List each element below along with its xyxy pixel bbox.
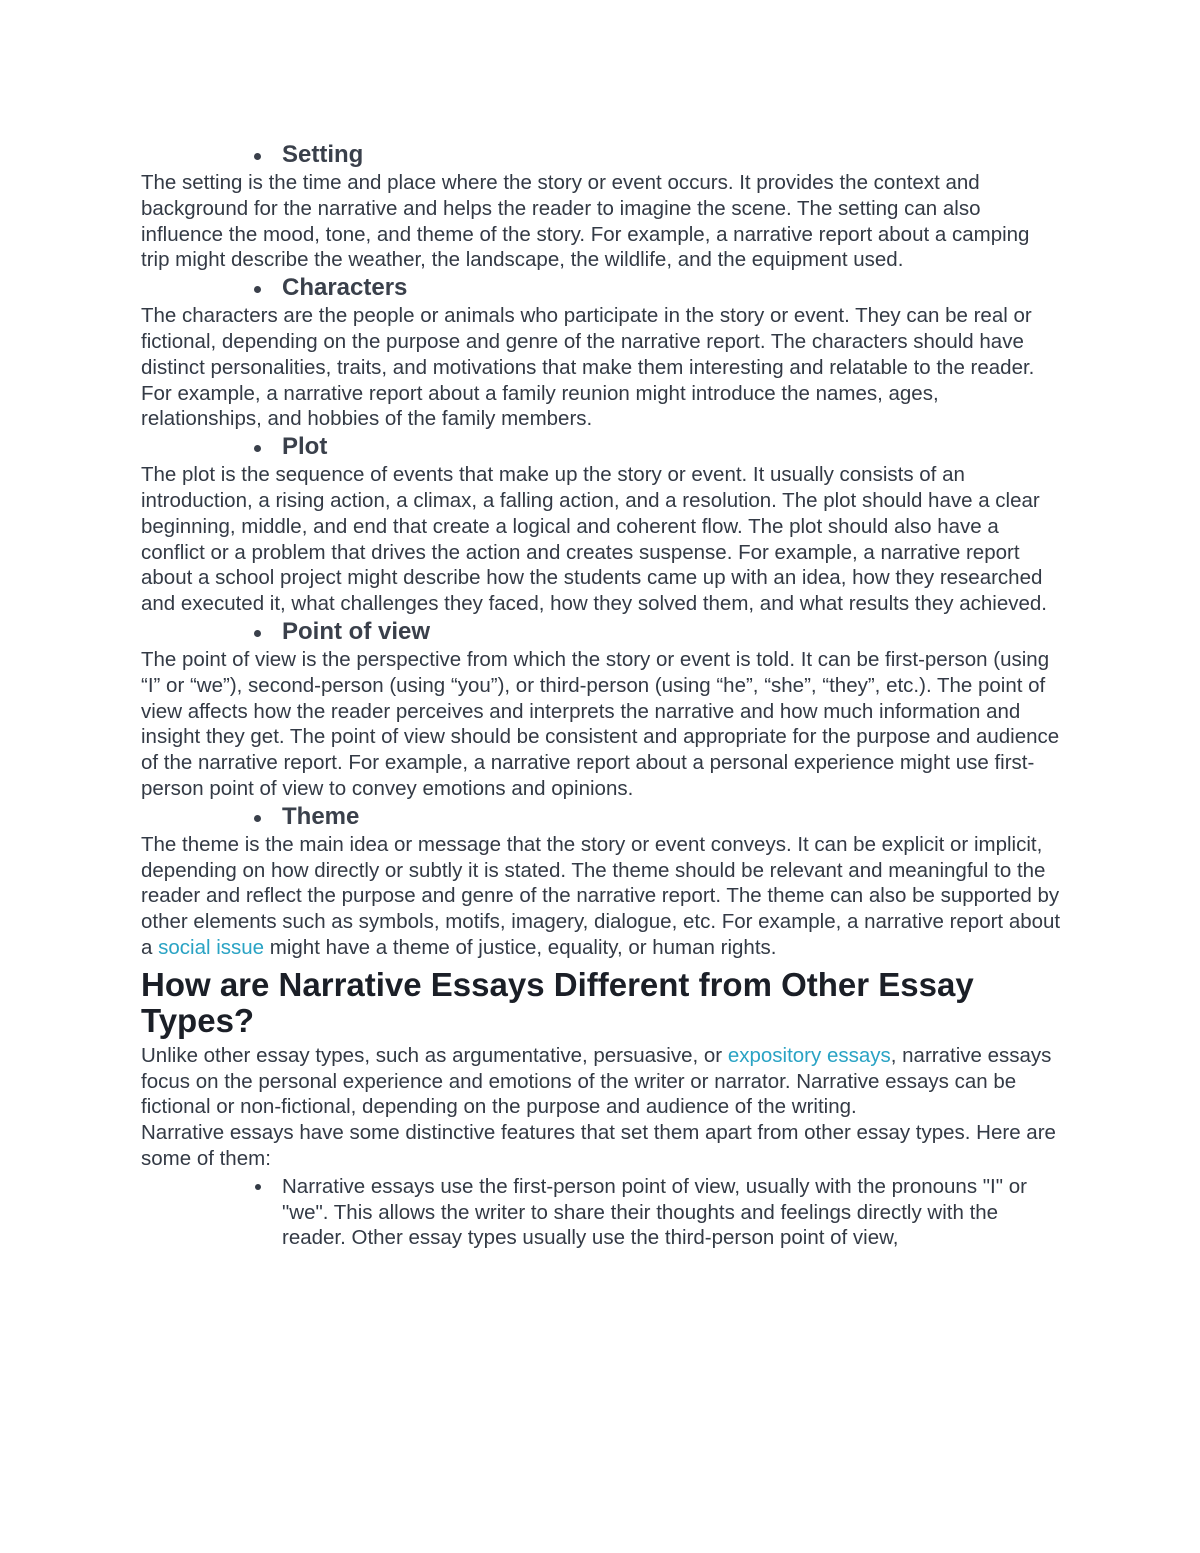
bullet-icon <box>254 630 261 637</box>
theme-text-after: might have a theme of justice, equality, or human rights. <box>264 935 777 959</box>
heading-theme-label: Theme <box>282 802 360 830</box>
paragraph-essay-features: Narrative essays have some distinctive features that set them apart from other essay types. Here are some of them: <box>141 1121 1056 1170</box>
bullet-icon <box>255 1184 261 1190</box>
essay-intro-before: Unlike other essay types, such as argumentative, persuasive, or <box>141 1043 728 1067</box>
essay-intro-after: , narrative essays focus on the personal experience and emotions of the writer or narrator. Narrative essays can be fictional or non-fictional, depending on the purpose and audience of the writing. <box>141 1043 1052 1119</box>
heading-setting-label: Setting <box>282 141 364 168</box>
theme-text-before: The theme is the main idea or message that the story or event conveys. It can be explicit or implicit, depending on how directly or subtly it is stated. The theme should be relevant and meaningful to the reader and reflect the purpose and genre of the narrative report. The theme can also be supported by other elements such as symbols, motifs, imagery, dialogue, etc. For example, a narrative report about a <box>141 832 1061 959</box>
section-heading: How are Narrative Essays Different from Other Essay Types? <box>141 965 974 1039</box>
list-item <box>141 1174 1061 1251</box>
bullet-icon <box>254 286 261 293</box>
heading-characters <box>141 273 1061 303</box>
heading-point-of-view-label: Point of view <box>282 617 431 645</box>
paragraph-essay-intro <box>141 1043 1061 1120</box>
paragraph-plot: The plot is the sequence of events that make up the story or event. It usually consists of an introduction, a rising action, a climax, a falling action, and a resolution. The plot should have a clear beginning, middle, and end that create a logical and coherent flow. The plot should also have a conflict or a problem that drives the action and creates suspense. For example, a narrative report about a school project might describe how the students came up with an idea, how they researched and executed it, what challenges they faced, how they solved them, and what results they achieved. <box>141 463 1047 616</box>
heading-theme <box>141 802 1061 832</box>
heading-characters-label: Characters <box>282 274 408 302</box>
bullet-icon <box>254 815 261 822</box>
bullet-icon <box>254 153 261 160</box>
paragraph-setting: The setting is the time and place where the story or event occurs. It provides the context and background for the narrative and helps the reader to imagine the scene. The setting can also influence the mood, tone, and theme of the story. For example, a narrative report about a camping trip might describe the weather, the landscape, the wildlife, and the equipment used. <box>141 171 1030 272</box>
heading-setting <box>141 140 1061 170</box>
heading-plot-label: Plot <box>282 433 328 461</box>
paragraph-characters: The characters are the people or animals who participate in the story or event. They can be real or fictional, depending on the purpose and genre of the narrative report. The characters should have distinct personalities, traits, and motivations that make them interesting and relatable to the reader. For example, a narrative report about a family reunion might introduce the names, ages, relationships, and hobbies of the family members. <box>141 304 1035 431</box>
bullet-icon <box>254 445 261 452</box>
heading-plot <box>141 432 1061 462</box>
list-item-text: Narrative essays use the first-person point of view, usually with the pronouns "I" or "we". This allows the writer to share their thoughts and feelings directly with the reader. Other essay types usually use the third-person point of view, <box>282 1174 1027 1250</box>
paragraph-theme <box>141 832 1061 961</box>
paragraph-point-of-view: The point of view is the perspective from which the story or event is told. It can be first-person (using “I” or “we”), second-person (using “you”), or third-person (using “he”, “she”, “they”, etc.). The point of view affects how the reader perceives and interprets the narrative and how much information and insight they get. The point of view should be consistent and appropriate for the purpose and audience of the narrative report. For example, a narrative report about a personal experience might use first-person point of view to convey emotions and opinions. <box>141 647 1060 800</box>
heading-point-of-view <box>141 617 1061 647</box>
expository-essays-link[interactable]: expository essays <box>727 1043 891 1067</box>
social-issue-link[interactable]: social issue <box>158 935 265 959</box>
document-page <box>141 140 1061 1251</box>
